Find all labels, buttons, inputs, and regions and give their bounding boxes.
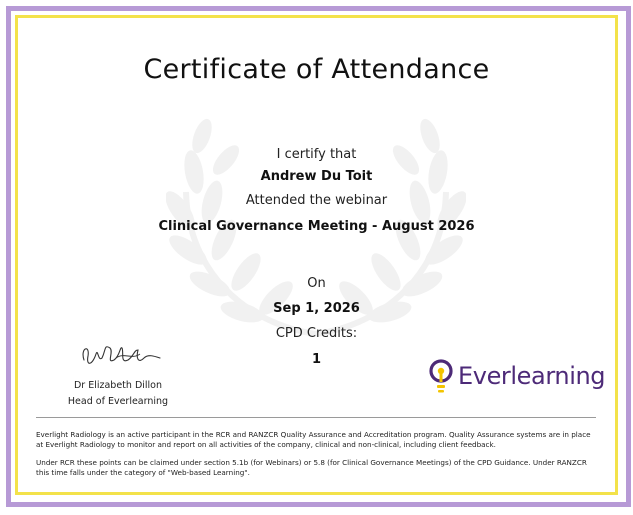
signatory-name: Dr Elizabeth Dillon (73, 380, 163, 391)
cpd-value: 1 (311, 352, 322, 367)
on-label: On (307, 276, 326, 291)
certify-text: I certify that (276, 147, 357, 162)
cpd-label: CPD Credits: (275, 326, 358, 341)
footer-divider (36, 417, 596, 418)
attendee-name: Andrew Du Toit (260, 169, 373, 184)
everlearning-logo-text: Everlearning (458, 362, 606, 390)
attendance-date: Sep 1, 2026 (273, 301, 360, 316)
footer-paragraph-1: Everlight Radiology is an active participant in the RCR and RANZCR Quality Assurance and Accreditation program. Quality Assurance systems are in place at Everlight Radiology to monitor and report on all activities of the company, clinical and non-clinical, including client feedback. (36, 430, 591, 449)
handwritten-signature (76, 338, 176, 374)
attended-text: Attended the webinar (245, 193, 388, 208)
certificate-title: Certificate of Attendance (143, 54, 490, 85)
lightbulb-icon (428, 359, 454, 395)
footer-paragraph-2: Under RCR these points can be claimed under section 5.1b (for Webinars) or 5.8 (for Clinical Governance Meetings) of the CPD Guidance. Under RANZCR this time falls under the category of "Web-based Learning". (36, 458, 587, 477)
signatory-role: Head of Everlearning (67, 396, 169, 407)
webinar-title: Clinical Governance Meeting - August 2026 (158, 219, 475, 234)
